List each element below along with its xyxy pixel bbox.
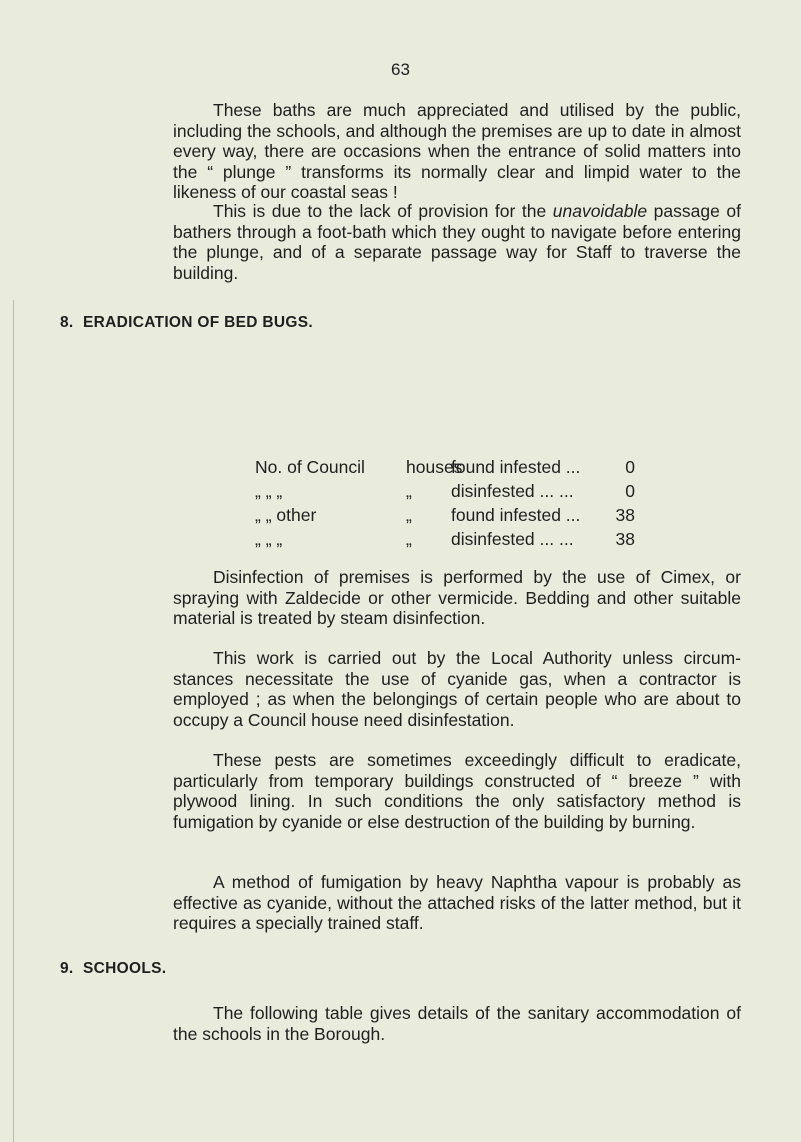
section-number: 9. <box>60 960 74 977</box>
paragraph-baths: These baths are much appreciated and utilised by the public, including the schools, and although the premises are up to date in almost every way, there are occasions when the entrance of solid matters into the “ plunge ” transforms its normally clear and limpid water to the likeness of our coastal seas ! <box>173 100 741 202</box>
stat-value: 0 <box>625 481 635 501</box>
stat-row: „ „ „ „ disinfested ... ... 0 <box>255 481 635 501</box>
paragraph-disinfection: Disinfection of premises is performed by the use of Cimex, or spraying with Zaldecide or other vermicide. Bedding and other suitable material is treated by steam disinfection. <box>173 567 741 628</box>
paragraph-foot-bath: This is due to the lack of provision for the unavoidable passage of bathers through a foot-bath which they ought to navigate before entering the plunge, and of a separate passage way for Staff to traverse the building. <box>173 201 741 283</box>
section-heading-schools <box>60 960 166 978</box>
paragraph-naphtha: A method of fumigation by heavy Naphtha vapour is probably as effective as cyanide, without the attached risks of the latter method, but it requires a specially trained staff. <box>173 872 741 933</box>
stat-value: 0 <box>625 457 635 477</box>
section-heading-bed-bugs <box>60 314 313 332</box>
bed-bug-stats <box>255 455 635 551</box>
stat-value: 38 <box>615 505 635 525</box>
page-number: 63 <box>391 60 410 79</box>
stat-row: No. of Council houses found infested ... 0 <box>255 457 635 477</box>
section-title: SCHOOLS. <box>83 960 167 977</box>
stat-value: 38 <box>615 529 635 549</box>
paragraph-local-authority: This work is carried out by the Local Authority unless circum- stances necessitate the use of cyanide gas, when a contractor is employed ; as when the belongings of certain people who are about to occupy a Council house need disinfestation. <box>173 648 741 730</box>
page-edge-line <box>13 300 14 1142</box>
section-number: 8. <box>60 314 74 331</box>
paragraph-schools-table: The following table gives details of the sanitary accommodation of the schools in the Borough. <box>173 1003 741 1044</box>
section-title: ERADICATION OF BED BUGS. <box>83 314 313 331</box>
paragraph-pests: These pests are sometimes exceedingly difficult to eradicate, particularly from temporary buildings constructed of “ breeze ” with plywood lining. In such conditions the only satisfactory method is fumigation by cyanide or else destruction of the building by burning. <box>173 750 741 832</box>
stat-row: „ „ „ „ disinfested ... ... 38 <box>255 529 635 549</box>
stat-row: „ „ other „ found infested ... 38 <box>255 505 635 525</box>
